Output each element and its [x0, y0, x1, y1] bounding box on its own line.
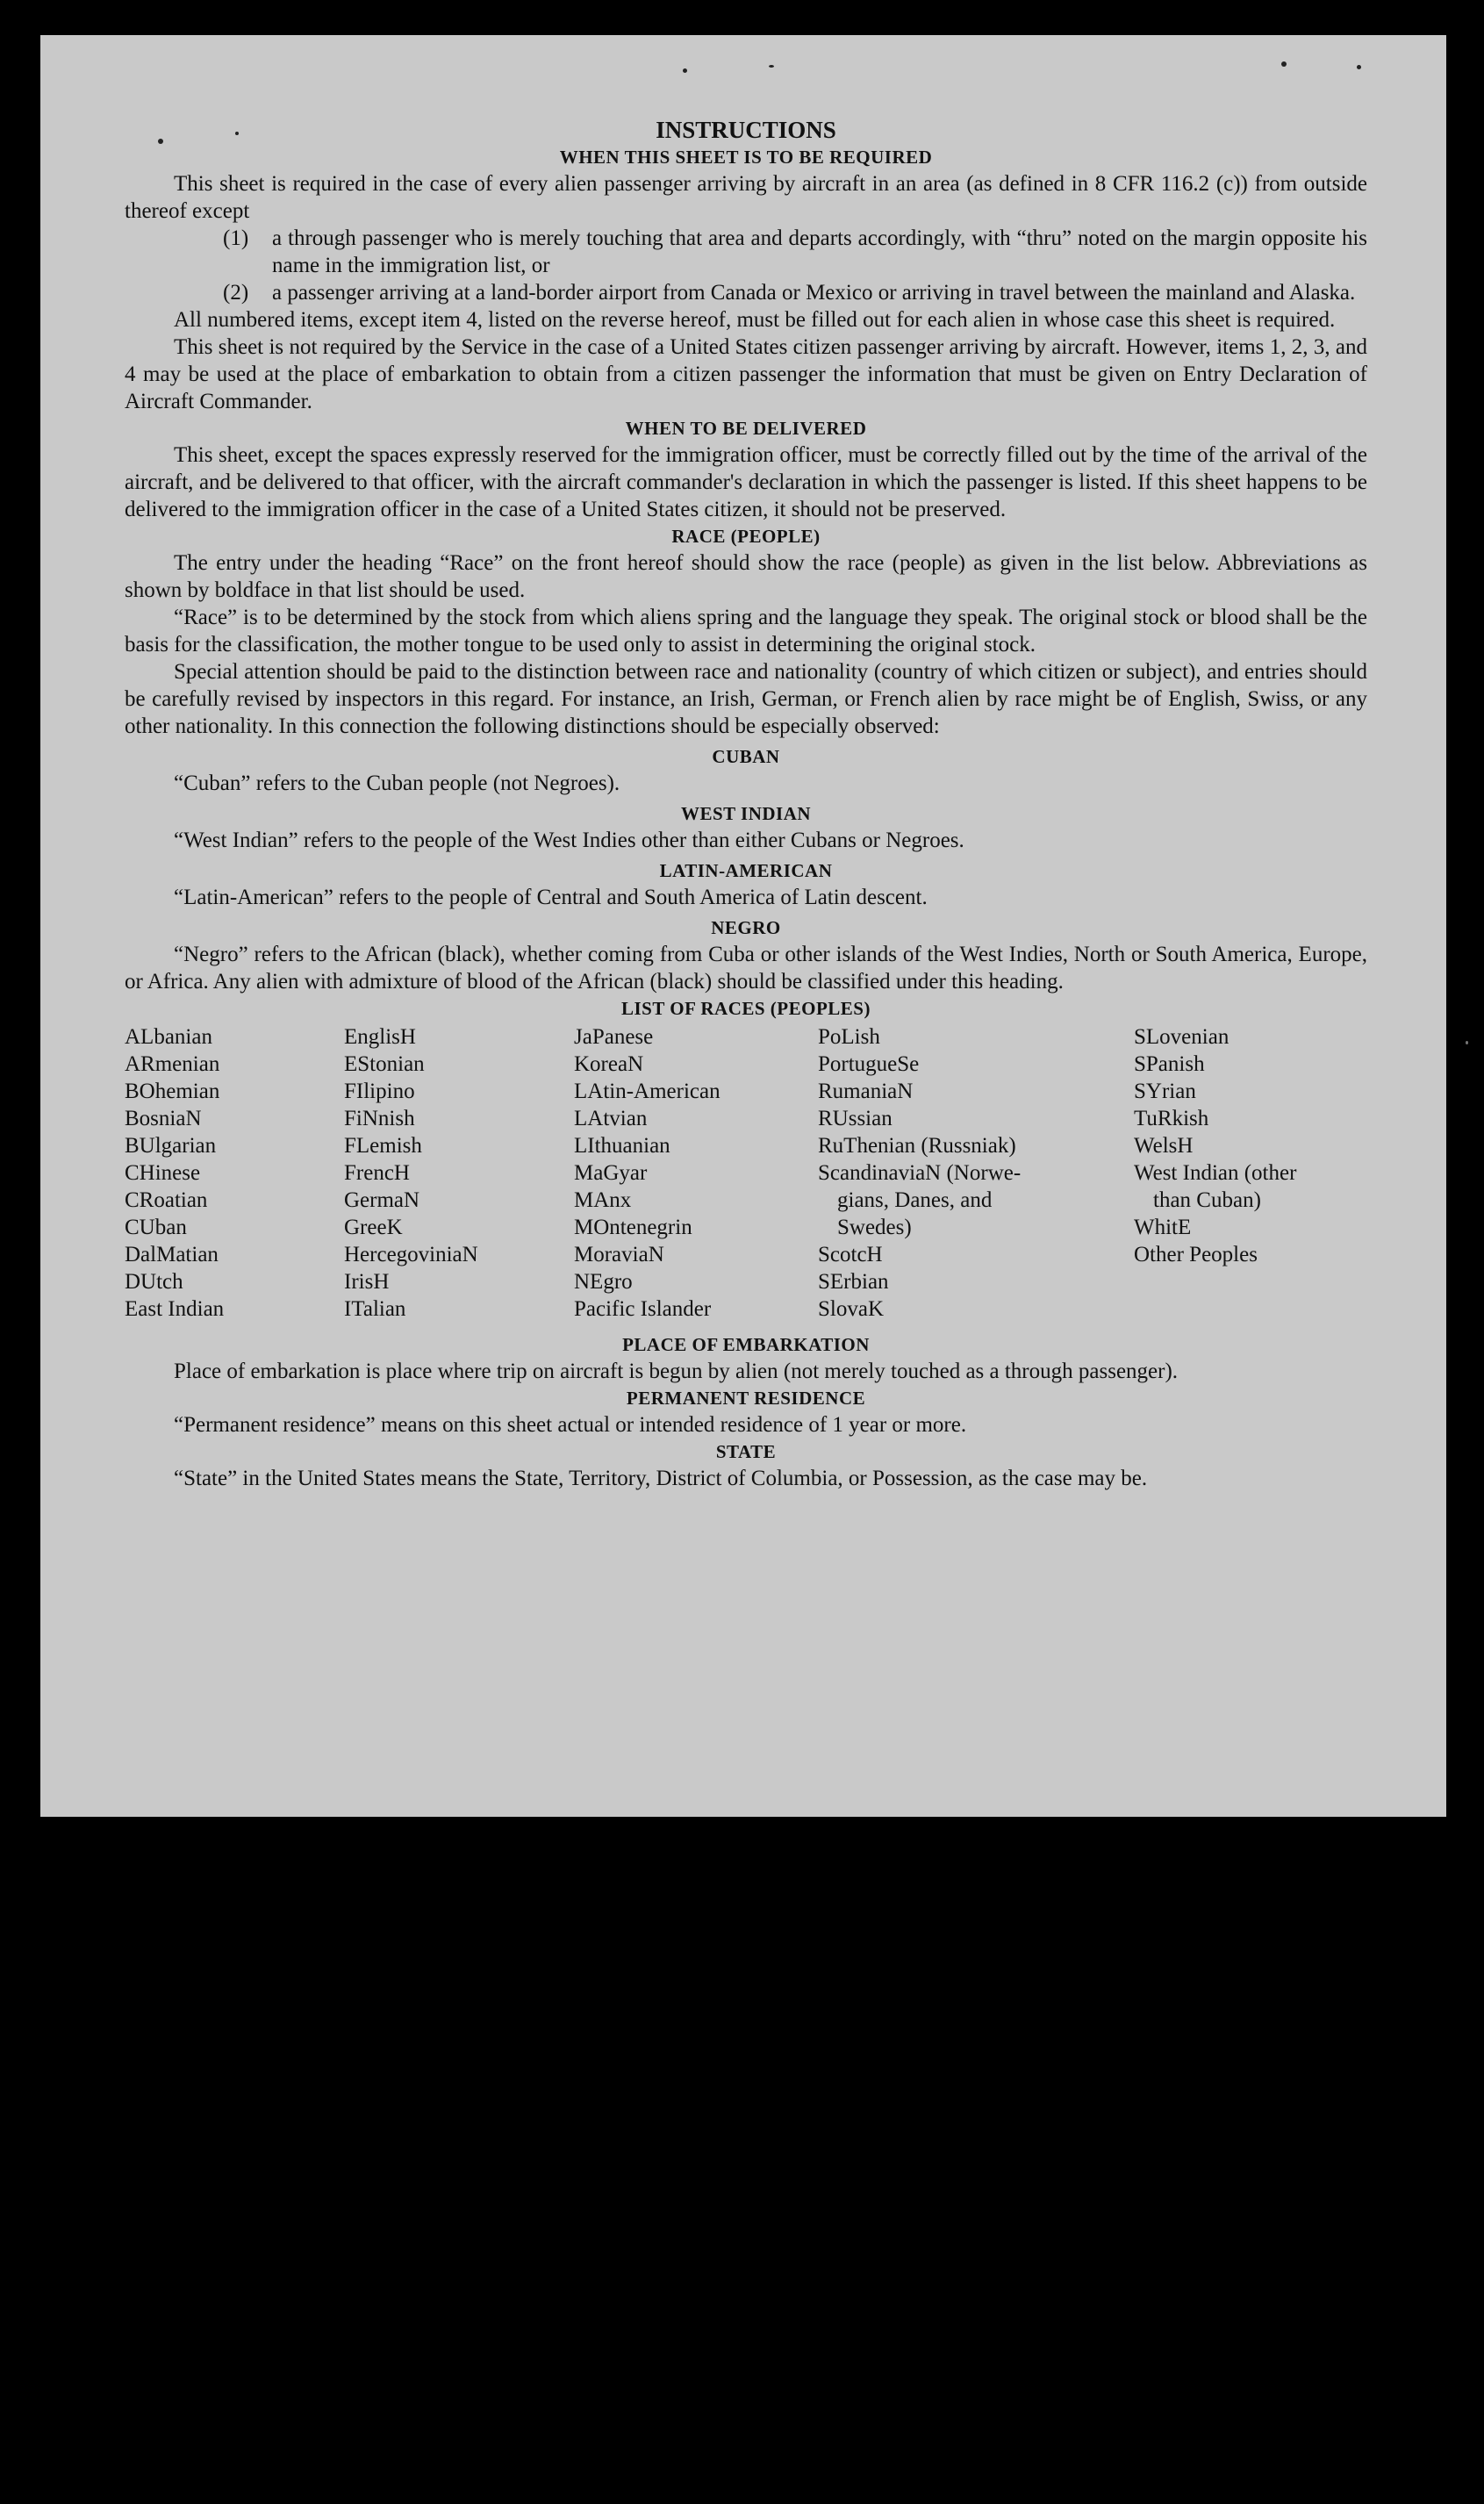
races-list — [125, 1023, 1367, 1323]
section-heading: LATIN-AMERICAN — [659, 860, 833, 881]
race-entry: BUlgarian — [125, 1134, 217, 1158]
race-entry: HercegoviniaN — [344, 1243, 478, 1266]
race-entry: BosniaN — [125, 1107, 202, 1130]
race-entry-continuation: gians, Danes, and — [837, 1188, 993, 1212]
race-entry: RumaniaN — [818, 1080, 914, 1103]
section-heading: CUBAN — [712, 746, 780, 767]
paragraph: “Negro” refers to the African (black), whether coming from Cuba or other islands of the West Indies, North or South America, Europe, or Africa. Any alien with admixture of blood of the African (black) should be classified under this heading. — [125, 943, 1367, 994]
race-entry: CUban — [125, 1216, 187, 1239]
race-entry: JaPanese — [574, 1025, 654, 1049]
races-column — [125, 1023, 344, 1323]
section-heading: WHEN THIS SHEET IS TO BE REQUIRED — [559, 147, 933, 168]
race-entry: MOntenegrin — [574, 1216, 692, 1239]
race-entry: ScotcH — [818, 1243, 883, 1266]
race-entry: FLemish — [344, 1134, 422, 1158]
race-entry: MoraviaN — [574, 1243, 664, 1266]
race-entry: West Indian (other — [1134, 1161, 1297, 1185]
section-heading: WHEN TO BE DELIVERED — [625, 418, 867, 439]
race-entry: FIlipino — [344, 1080, 415, 1103]
list-item — [223, 279, 1367, 306]
paragraph: “West Indian” refers to the people of the West Indies other than either Cubans or Negroes. — [174, 829, 964, 852]
paragraph: This sheet, except the spaces expressly reserved for the immigration officer, must be correctly filled out by the time of the arrival of the aircraft, and be delivered to that officer, with the aircraft commander's declaration in which the passenger is listed. If this sheet happens to be delivered to the immigration officer in the case of a United States citizen, it should not be preserved. — [125, 443, 1367, 521]
list-item-text: a through passenger who is merely touching that area and departs accordingly, with “thru” noted on the margin opposite his name in the immigration list, or — [272, 226, 1367, 277]
race-entry: RUssian — [818, 1107, 893, 1130]
race-entry: EStonian — [344, 1052, 425, 1076]
race-entry: CHinese — [125, 1161, 201, 1185]
race-entry: East Indian — [125, 1297, 225, 1321]
paragraph: “Permanent residence” means on this sheet actual or intended residence of 1 year or more. — [174, 1413, 967, 1437]
list-item-number: (2) — [223, 281, 249, 305]
scan-speck — [683, 68, 687, 73]
race-entry: WelsH — [1134, 1134, 1194, 1158]
race-entry: ITalian — [344, 1297, 406, 1321]
paragraph: Special attention should be paid to the distinction between race and nationality (country of which citizen or subject), and entries should be carefully revised by inspectors in this regard. For instance, an Irish, German, or French alien by race might be of English, Swiss, or any other nationality. In this connection the following distinctions should be especially observed: — [125, 660, 1367, 738]
race-entry: SPanish — [1134, 1052, 1205, 1076]
race-entry: GreeK — [344, 1216, 403, 1239]
race-entry: Other Peoples — [1134, 1243, 1258, 1266]
race-entry: FrencH — [344, 1161, 410, 1185]
list-item — [223, 225, 1367, 279]
section-heading: PERMANENT RESIDENCE — [626, 1388, 866, 1409]
race-entry: SYrian — [1134, 1080, 1196, 1103]
paragraph: “Race” is to be determined by the stock from which aliens spring and the language they speak. The original stock or blood shall be the basis for the classification, the mother tongue to be used only to assist in determining the original stock. — [125, 606, 1367, 656]
race-entry: SErbian — [818, 1270, 889, 1294]
paragraph: This sheet is required in the case of every alien passenger arriving by aircraft in an area (as defined in 8 CFR 116.2 (c)) from outside thereof except — [125, 172, 1367, 223]
race-entry-continuation: Swedes) — [837, 1216, 912, 1239]
races-column — [574, 1023, 818, 1323]
section-heading: PLACE OF EMBARKATION — [622, 1334, 870, 1355]
race-entry: PortugueSe — [818, 1052, 920, 1076]
race-entry: RuThenian (Russniak) — [818, 1134, 1016, 1158]
race-entry: SlovaK — [818, 1297, 884, 1321]
race-entry: IrisH — [344, 1270, 390, 1294]
paragraph: This sheet is not required by the Service in the case of a United States citizen passenger arriving by aircraft. However, items 1, 2, 3, and 4 may be used at the place of embarkation to obtain from a citizen passenger the information that must be given on Entry Declaration of Aircraft Commander. — [125, 335, 1367, 413]
race-entry: FiNnish — [344, 1107, 415, 1130]
race-entry: GermaN — [344, 1188, 420, 1212]
paragraph: “State” in the United States means the State, Territory, District of Columbia, or Possession, as the case may be. — [174, 1467, 1148, 1490]
race-entry: CRoatian — [125, 1188, 208, 1212]
race-entry: DUtch — [125, 1270, 183, 1294]
document-title: INSTRUCTIONS — [656, 117, 836, 143]
race-entry: NEgro — [574, 1270, 633, 1294]
paragraph: “Latin-American” refers to the people of Central and South America of Latin descent. — [174, 886, 928, 909]
paragraph: “Cuban” refers to the Cuban people (not Negroes). — [174, 771, 620, 795]
races-column — [818, 1023, 1134, 1323]
race-entry: LIthuanian — [574, 1134, 670, 1158]
list-item-number: (1) — [223, 226, 249, 250]
paragraph: Place of embarkation is place where trip on aircraft is begun by alien (not merely touched as a through passenger). — [174, 1360, 1179, 1383]
races-list-heading: LIST OF RACES (PEOPLES) — [621, 998, 871, 1019]
race-entry: ScandinaviaN (Norwe- — [818, 1161, 1022, 1185]
scan-speck — [769, 65, 774, 68]
races-column — [344, 1023, 574, 1323]
race-entry: ARmenian — [125, 1052, 220, 1076]
race-entry: ALbanian — [125, 1025, 212, 1049]
race-entry: LAtin-American — [574, 1080, 720, 1103]
race-entry-continuation: than Cuban) — [1153, 1188, 1261, 1212]
section-heading: WEST INDIAN — [680, 803, 812, 824]
list-item-text: a passenger arriving at a land-border airport from Canada or Mexico or arriving in travel between the mainland and Alaska. — [272, 281, 1356, 305]
race-entry: PoLish — [818, 1025, 880, 1049]
document-page — [40, 35, 1446, 1817]
race-entry: MAnx — [574, 1188, 632, 1212]
race-entry: LAtvian — [574, 1107, 648, 1130]
races-column — [1134, 1023, 1353, 1323]
scan-speck — [158, 139, 163, 144]
paragraph: All numbered items, except item 4, listed on the reverse hereof, must be filled out for each alien in whose case this sheet is required. — [174, 308, 1336, 332]
scan-speck — [1357, 65, 1361, 69]
race-entry: DalMatian — [125, 1243, 219, 1266]
race-entry: EnglisH — [344, 1025, 416, 1049]
section-heading: RACE (PEOPLE) — [671, 526, 821, 547]
race-entry: SLovenian — [1134, 1025, 1229, 1049]
paragraph: The entry under the heading “Race” on the front hereof should show the race (people) as given in the list below. Abbreviations as shown by boldface in that list should be used. — [125, 551, 1367, 602]
scan-speck — [235, 132, 239, 135]
race-entry: BOhemian — [125, 1080, 220, 1103]
scan-speck — [1466, 1041, 1468, 1044]
section-heading: NEGRO — [711, 917, 781, 938]
section-heading: STATE — [715, 1441, 777, 1462]
scan-speck — [1281, 61, 1287, 67]
race-entry: TuRkish — [1134, 1107, 1209, 1130]
race-entry: Pacific Islander — [574, 1297, 712, 1321]
race-entry: MaGyar — [574, 1161, 648, 1185]
race-entry: WhitE — [1134, 1216, 1192, 1239]
race-entry: KoreaN — [574, 1052, 644, 1076]
